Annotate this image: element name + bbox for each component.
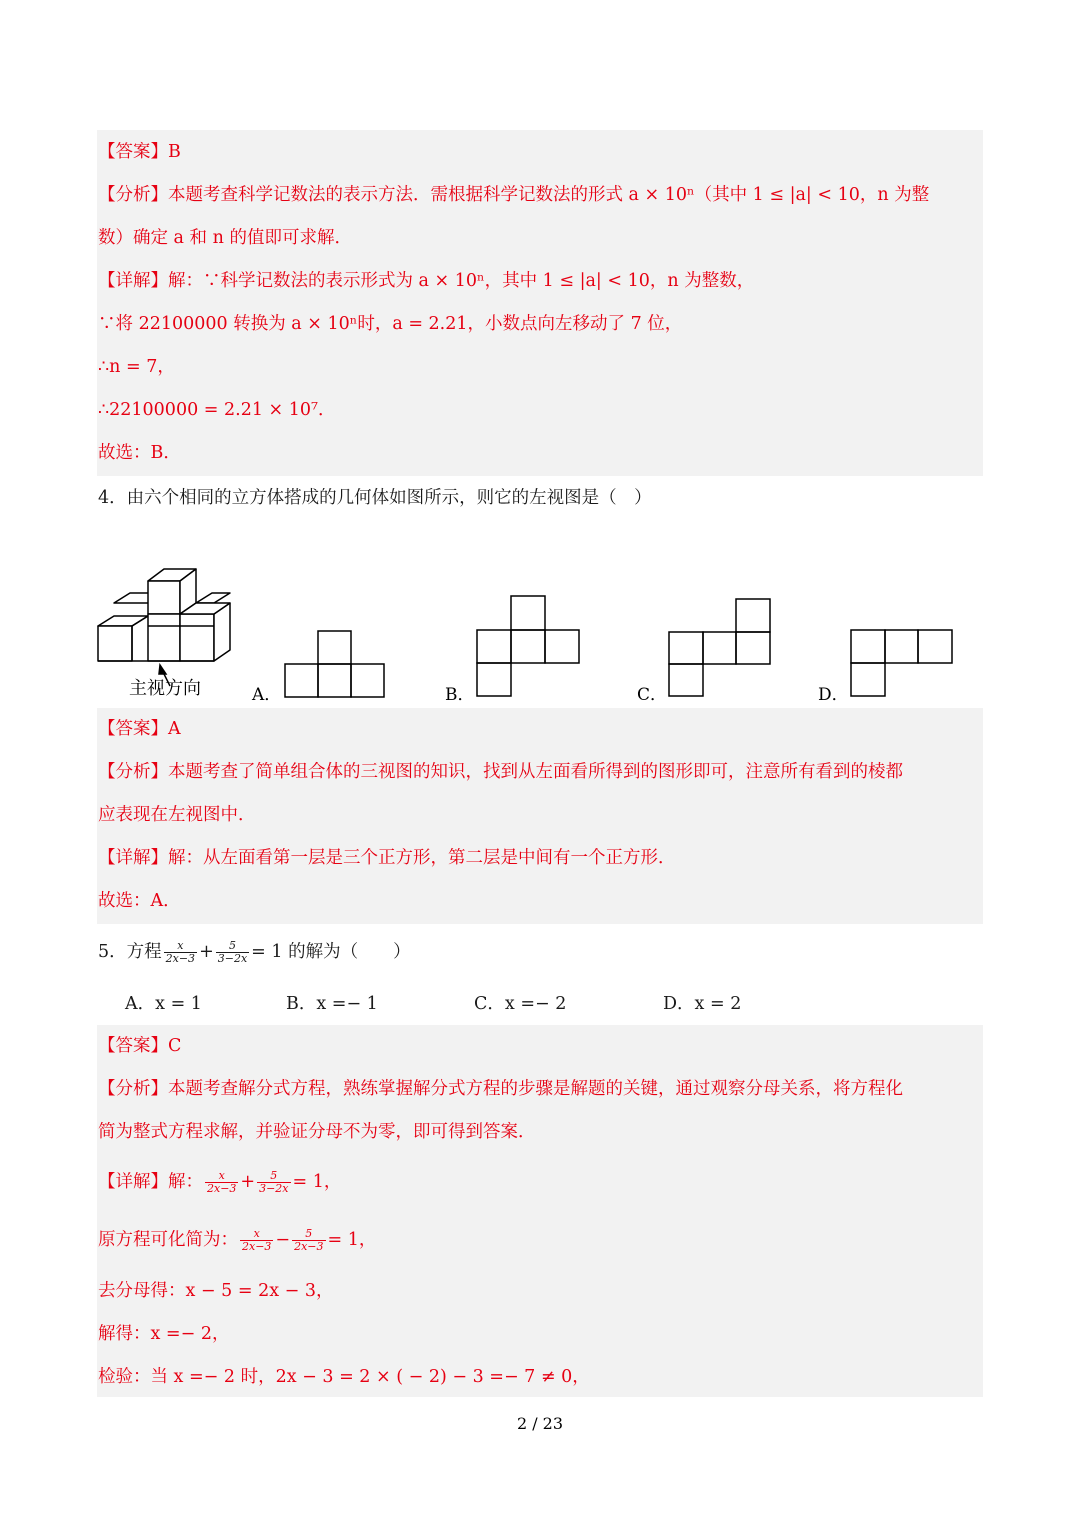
q5-option-a[interactable]: A．x = 1 [125, 994, 202, 1014]
q4-option-b-label[interactable]: B． [445, 685, 475, 705]
q5-simplify-fraction-1: $\frac{x}{2x-3}$ [242, 1227, 272, 1253]
q5-stem-prefix: 5．方程 [98, 942, 162, 962]
q5-detail-prefix: 【详解】解： [98, 1172, 203, 1192]
q4-option-d-figure[interactable] [850, 629, 954, 697]
q3-answer: 【答案】B [98, 142, 181, 162]
q4-figure-caption: 主视方向 [129, 678, 201, 699]
q4-answer: 【答案】A [98, 719, 181, 739]
q5-option-d[interactable]: D．x = 2 [663, 994, 742, 1014]
q4-cube-figure [96, 566, 236, 666]
q3-choice: 故选：B． [98, 443, 181, 463]
page-number: 2 / 23 [516, 1414, 564, 1433]
q3-analysis-line1: 【分析】本题考查科学记数法的表示方法．需根据科学记数法的形式 a × 10ⁿ（其中 1 ≤ |a| < 10，n 为整 [98, 185, 930, 205]
q4-option-c-figure[interactable] [668, 598, 772, 698]
q5-detail-fraction-2: $\frac{5}{3-2x}$ [259, 1169, 289, 1195]
q5-solve: 解得：x =− 2， [98, 1324, 230, 1344]
q4-option-a-figure[interactable] [284, 630, 386, 698]
answer-block-q3 [97, 130, 983, 476]
q4-analysis-line2: 应表现在左视图中． [98, 805, 256, 825]
q5-simplify-suffix: = 1， [327, 1230, 377, 1250]
q5-detail-suffix: = 1， [292, 1172, 342, 1192]
q5-detail-fraction-1: $\frac{x}{2x-3}$ [207, 1169, 237, 1195]
q5-stem-fraction-2: $\frac{5}{3-2x}$ [217, 939, 248, 965]
q4-detail-line1: 【详解】解：从左面看第一层是三个正方形，第二层是中间有一个正方形． [98, 848, 676, 868]
q4-option-a-label[interactable]: A． [252, 685, 282, 705]
q5-check: 检验：当 x =− 2 时，2x − 3 = 2 × ( − 2) − 3 =− 7 ≠ 0， [98, 1367, 590, 1387]
q5-detail-line1 [98, 1170, 341, 1195]
q3-detail-line2: ∵将 22100000 转换为 a × 10ⁿ时，a = 2.21，小数点向左移动了 7 位， [98, 314, 683, 334]
q5-analysis-line1: 【分析】本题考查解分式方程，熟练掌握解分式方程的步骤是解题的关键，通过观察分母关系，将方程化 [98, 1079, 903, 1099]
q5-stem-fraction-1: $\frac{x}{2x-3}$ [165, 939, 196, 965]
q3-analysis-line2: 数）确定 a 和 n 的值即可求解． [98, 228, 352, 248]
q4-stem: 4．由六个相同的立方体搭成的几何体如图所示，则它的左视图是（ ） [98, 488, 652, 508]
q3-detail-line3: ∴n = 7， [98, 357, 175, 377]
q5-simplify-line [98, 1228, 376, 1253]
q5-stem-suffix: = 1 的解为（ ） [251, 942, 411, 962]
q4-analysis-line1: 【分析】本题考查了简单组合体的三视图的知识，找到从左面看所得到的图形即可，注意所有看到的棱都 [98, 762, 903, 782]
q4-option-b-figure[interactable] [476, 595, 580, 697]
q5-simplify-fraction-2: $\frac{5}{2x-3}$ [294, 1227, 324, 1253]
q4-option-d-label[interactable]: D． [818, 685, 849, 705]
q4-option-c-label[interactable]: C． [637, 685, 668, 705]
q5-option-b[interactable]: B．x =− 1 [286, 994, 378, 1014]
q3-detail-line1: 【详解】解：∵科学记数法的表示形式为 a × 10ⁿ，其中 1 ≤ |a| < 10，n 为整数， [98, 271, 755, 291]
q5-answer: 【答案】C [98, 1036, 182, 1056]
q3-detail-line4: ∴22100000 = 2.21 × 10⁷． [98, 400, 336, 420]
q5-simplify-minus: − [275, 1230, 291, 1250]
q5-stem [98, 940, 411, 965]
q5-simplify-prefix: 原方程可化简为： [98, 1230, 238, 1250]
q5-detail-plus: + [240, 1172, 256, 1192]
q5-option-c[interactable]: C．x =− 2 [474, 994, 567, 1014]
q5-remove-denominator: 去分母得：x − 5 = 2x − 3， [98, 1281, 334, 1301]
q5-stem-plus: + [199, 942, 214, 962]
q4-choice: 故选：A． [98, 891, 181, 911]
q5-analysis-line2: 简为整式方程求解，并验证分母不为零，即可得到答案． [98, 1122, 536, 1142]
